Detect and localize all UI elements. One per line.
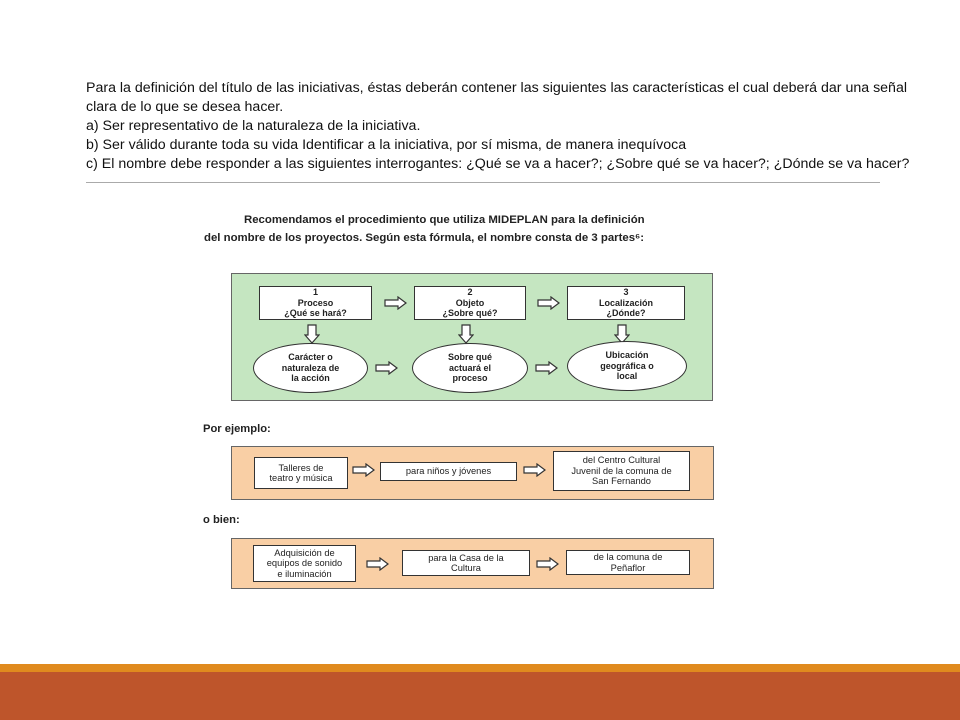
step-2-question: ¿Sobre qué? bbox=[442, 308, 498, 319]
step-3-number: 3 bbox=[623, 287, 629, 298]
example-text-line: Juvenil de la comuna de bbox=[571, 465, 672, 476]
recommendation-line-1: Recomendamos el procedimiento que utiliza MIDEPLAN para la definición bbox=[244, 214, 645, 226]
example-text-line: para la Casa de la bbox=[428, 552, 504, 563]
example-text-line: equipos de sonido bbox=[266, 558, 343, 569]
description-line: la acción bbox=[291, 373, 330, 384]
step-3-box bbox=[567, 286, 685, 320]
intro-paragraph: Para la definición del título de las iniciativas, éstas deberán contener las siguientes las características el cual deberá dar una señal clara de lo que se desea hacer. bbox=[86, 80, 907, 115]
criterion-b: b) Ser válido durante toda su vida Identificar a la iniciativa, por sí misma, de manera inequívoca bbox=[86, 137, 687, 153]
right-arrow-icon bbox=[523, 463, 547, 477]
right-arrow-icon bbox=[536, 557, 560, 571]
step-2-box bbox=[414, 286, 526, 320]
down-arrow-icon bbox=[304, 324, 320, 344]
description-line: Sobre qué bbox=[447, 352, 492, 363]
description-line: actuará el bbox=[448, 362, 492, 373]
step-3-description bbox=[567, 341, 687, 391]
step-2-name: Objeto bbox=[455, 297, 485, 308]
step-1-box bbox=[259, 286, 372, 320]
description-line: Carácter o bbox=[288, 352, 333, 363]
step-1-name: Proceso bbox=[297, 297, 334, 308]
description-line: proceso bbox=[452, 373, 488, 384]
description-line: Ubicación bbox=[605, 350, 649, 361]
example-text-line: para niños y jóvenes bbox=[405, 466, 492, 477]
description-line: naturaleza de bbox=[281, 362, 340, 373]
example-text-line: San Fernando bbox=[592, 476, 651, 487]
criterion-c: c) El nombre debe responder a las siguientes interrogantes: ¿Qué se va a hacer?; ¿Sobre qué se va hacer?; ¿Dónde se va hacer? bbox=[86, 156, 910, 172]
footer-bar bbox=[0, 672, 960, 720]
step-2-number: 2 bbox=[467, 287, 473, 298]
example-text-line: Talleres de bbox=[278, 462, 324, 473]
example-text-line: e iluminación bbox=[277, 568, 332, 579]
right-arrow-icon bbox=[535, 361, 559, 375]
step-2-description bbox=[412, 343, 528, 393]
example-2-object bbox=[402, 550, 530, 576]
description-line: local bbox=[616, 371, 638, 382]
description-line: geográfica o bbox=[600, 360, 654, 371]
right-arrow-icon bbox=[384, 296, 408, 310]
step-1-description bbox=[253, 343, 368, 393]
example-text-line: de la comuna de bbox=[593, 552, 663, 562]
example-text-line: Cultura bbox=[451, 563, 481, 573]
step-1-number: 1 bbox=[312, 287, 318, 298]
example-text-line: teatro y música bbox=[269, 473, 333, 483]
right-arrow-icon bbox=[366, 557, 390, 571]
example-2-location bbox=[566, 550, 690, 575]
example-1-object bbox=[380, 462, 517, 481]
recommendation-line-2: del nombre de los proyectos. Según esta fórmula, el nombre consta de 3 partes⁶: bbox=[204, 232, 645, 244]
step-1-question: ¿Qué se hará? bbox=[284, 308, 347, 319]
step-3-name: Localización bbox=[598, 297, 653, 308]
example-text-line: del Centro Cultural bbox=[582, 455, 661, 466]
footer-accent-line bbox=[0, 664, 960, 672]
down-arrow-icon bbox=[458, 324, 474, 344]
example-1-location bbox=[553, 451, 690, 491]
example-2-label: o bien: bbox=[203, 514, 240, 526]
right-arrow-icon bbox=[352, 463, 376, 477]
example-2-process bbox=[253, 545, 356, 582]
example-1-process bbox=[254, 457, 348, 489]
example-text-line: Adquisición de bbox=[274, 547, 335, 558]
example-text-line: Peñaflor bbox=[610, 562, 646, 573]
step-3-question: ¿Dónde? bbox=[606, 308, 646, 319]
example-1-label: Por ejemplo: bbox=[203, 423, 271, 435]
right-arrow-icon bbox=[375, 361, 399, 375]
right-arrow-icon bbox=[537, 296, 561, 310]
criterion-a: a) Ser representativo de la naturaleza de la iniciativa. bbox=[86, 118, 421, 134]
